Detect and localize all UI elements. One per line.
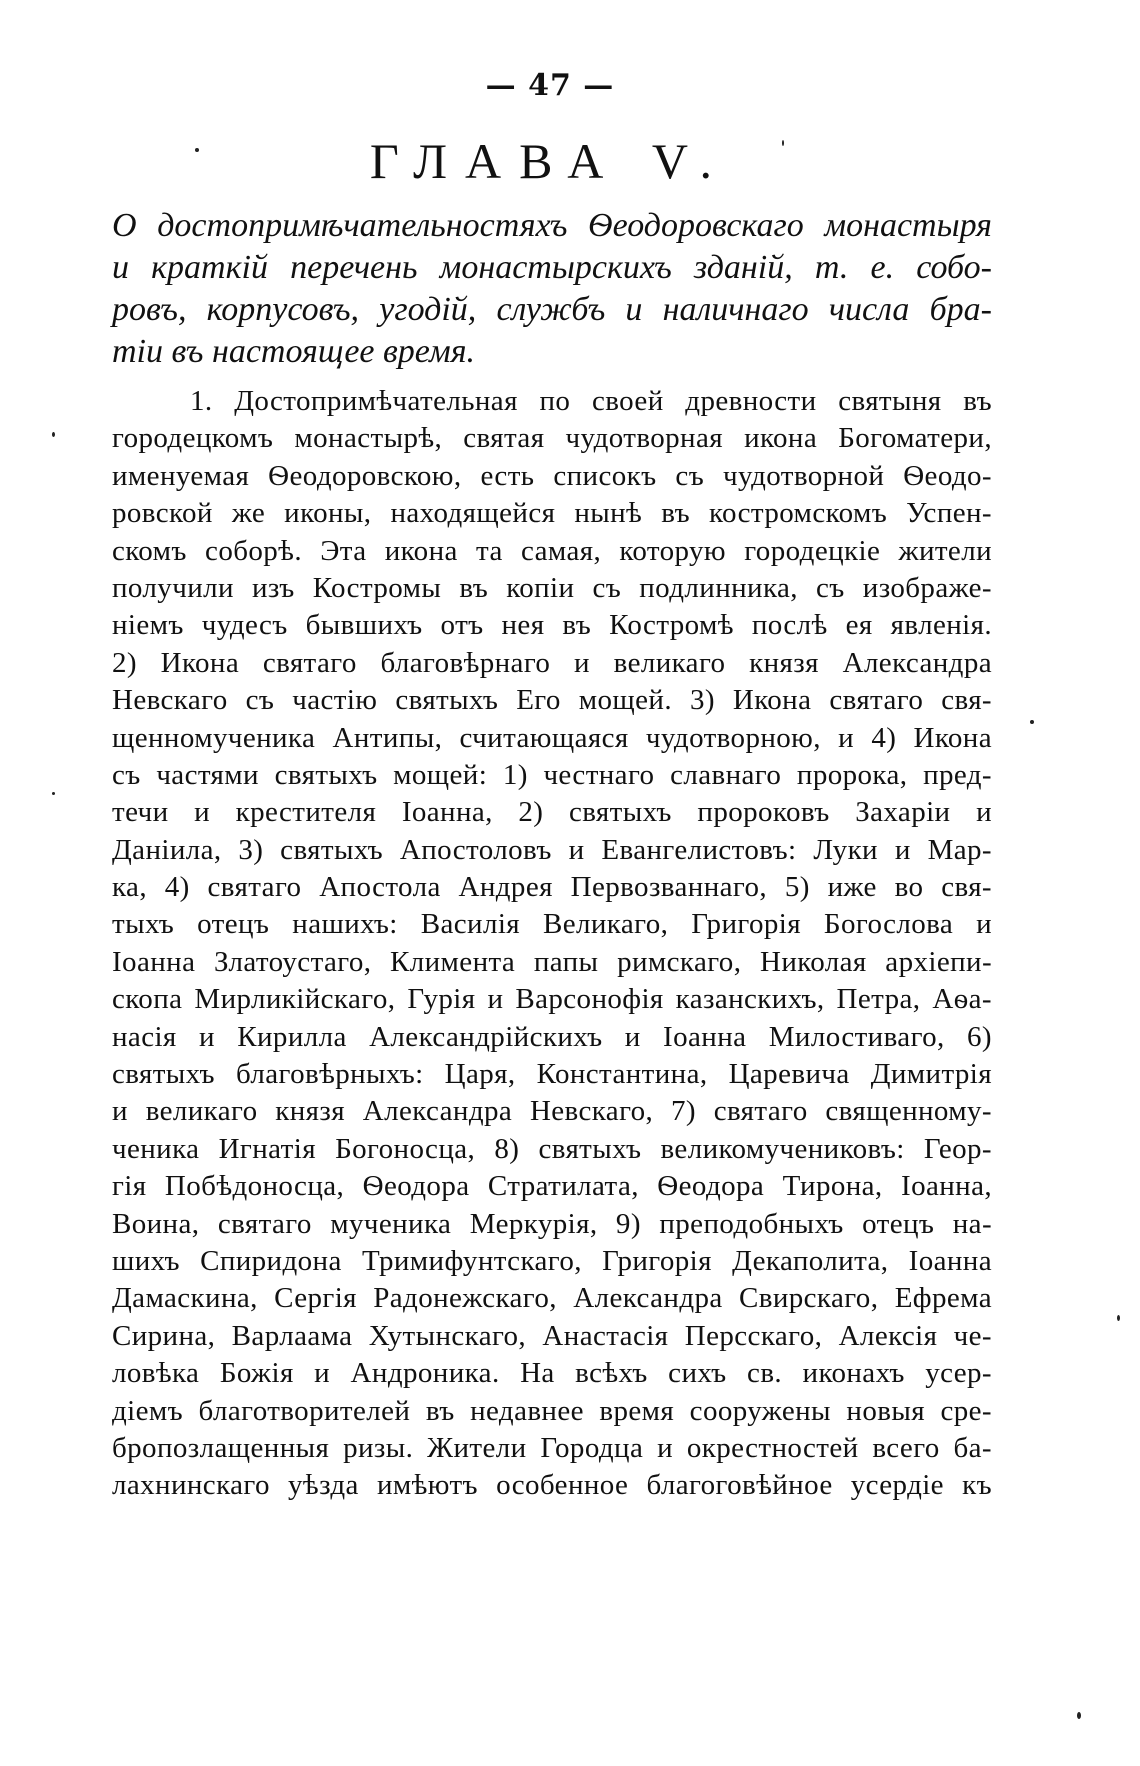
text-line: гія Побѣдоносца, Ѳеодора Стратилата, Ѳеодора Тирона, Іоанна, — [112, 1170, 992, 1203]
text-line: Іоанна Златоустаго, Климента папы римскаго, Николая архіепи- — [112, 945, 992, 978]
text-line: ніемъ чудесъ бывшихъ отъ нея въ Костромѣ послѣ ея явленія. — [112, 609, 992, 642]
text-line: ченика Игнатія Богоносца, 8) святыхъ великомучениковъ: Геор- — [112, 1132, 992, 1165]
text-line: получили изъ Костромы въ копіи съ подлинника, съ изображе- — [112, 571, 992, 604]
text-line: бропозлащенныя ризы. Жители Городца и окрестностей всего ба- — [112, 1431, 992, 1464]
text-line: шихъ Спиридона Тримифунтскаго, Григорія Декаполита, Іоанна — [112, 1244, 992, 1277]
subtitle-line: ровъ, корпусовъ, угодій, службъ и наличнаго числа бра- — [112, 291, 992, 328]
chapter-subtitle — [112, 205, 992, 373]
text-line: тыхъ отецъ нашихъ: Василія Великаго, Григорія Богослова и — [112, 908, 992, 941]
text-line: городецкомъ монастырѣ, святая чудотворная икона Богоматери, — [112, 422, 992, 455]
page-number: — 47 — — [485, 68, 615, 103]
text-line: насія и Кирилла Александрійскихъ и Іоанна Милостиваго, 6) — [112, 1020, 992, 1053]
scan-speck — [1117, 1315, 1120, 1321]
text-line: Даніила, 3) святыхъ Апостоловъ и Евангелистовъ: Луки и Мар- — [112, 833, 992, 866]
scan-speck — [52, 792, 55, 795]
scan-speck — [1030, 720, 1034, 724]
text-line: щенномученика Антипы, считающаяся чудотворною, и 4) Икона — [112, 721, 992, 754]
subtitle-line: тіи въ настоящее время. — [112, 333, 476, 370]
text-line: Невскаго съ частію святыхъ Его мощей. 3) Икона святаго свя- — [112, 684, 992, 717]
text-line: 1. Достопримѣчательная по своей древности святыня въ — [190, 385, 992, 417]
text-line: съ частями святыхъ мощей: 1) честнаго славнаго пророка, пред- — [112, 758, 992, 791]
text-line: течи и крестителя Іоанна, 2) святыхъ пророковъ Захаріи и — [112, 796, 992, 829]
text-line: ровской же иконы, находящейся нынѣ въ костромскомъ Успен- — [112, 497, 992, 530]
scan-speck — [52, 432, 55, 437]
scan-speck — [1077, 1712, 1081, 1719]
text-line: скомъ соборѣ. Эта икона та самая, которую городецкіе жители — [112, 534, 992, 567]
text-line: діемъ благотворителей въ недавнее время сооружены новыя сре- — [112, 1394, 992, 1427]
subtitle-line: О достопримѣчательностяхъ Ѳеодоровскаго монастыря — [112, 207, 992, 244]
body-paragraph — [112, 383, 992, 1505]
text-line: и великаго князя Александра Невскаго, 7) святаго священному- — [112, 1095, 992, 1128]
scan-speck — [782, 140, 784, 146]
text-line: Сирина, Варлаама Хутынскаго, Анастасія Персскаго, Алексія че- — [112, 1319, 992, 1352]
text-line: ловѣка Божія и Андроника. На всѣхъ сихъ св. иконахъ усер- — [112, 1357, 992, 1390]
text-line: именуемая Ѳеодоровскою, есть списокъ съ чудотворной Ѳеодо- — [112, 459, 992, 492]
text-line: Воина, святаго мученика Меркурія, 9) преподобныхъ отецъ на- — [112, 1207, 992, 1240]
chapter-title: ГЛАВА V. — [369, 133, 731, 189]
text-line: лахнинскаго уѣзда имѣютъ особенное благоговѣйное усердіе къ — [112, 1469, 992, 1502]
text-line: скопа Мирликійскаго, Гурія и Варсонофія казанскихъ, Петра, Аѳа- — [112, 983, 992, 1016]
scan-speck — [195, 148, 199, 152]
subtitle-line: и краткій перечень монастырскихъ зданій, т. е. собо- — [112, 249, 992, 286]
text-line: святыхъ благовѣрныхъ: Царя, Константина, Царевича Димитрія — [112, 1058, 992, 1091]
text-line: Дамаскина, Сергія Радонежскаго, Александра Свирскаго, Ефрема — [112, 1282, 992, 1315]
text-line: 2) Икона святаго благовѣрнаго и великаго князя Александра — [112, 646, 992, 679]
text-line: ка, 4) святаго Апостола Андрея Первозваннаго, 5) иже во свя- — [112, 871, 992, 904]
